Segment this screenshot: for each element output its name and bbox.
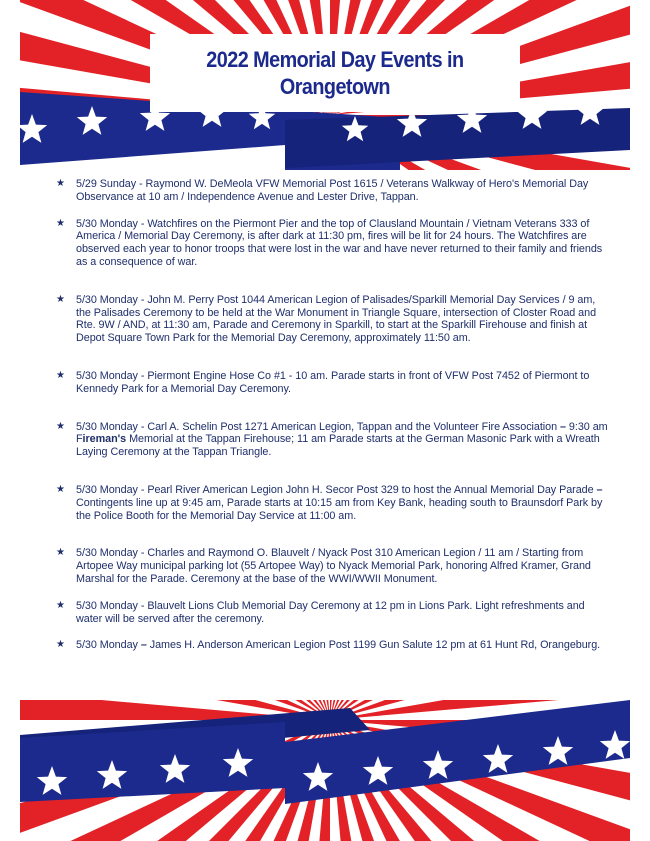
event-item (56, 547, 608, 585)
event-item (56, 370, 608, 396)
event-item (56, 178, 608, 204)
star-bullet-icon: ★ (56, 483, 65, 495)
event-item (56, 600, 608, 626)
event-text (76, 421, 608, 459)
page-title (206, 46, 463, 100)
event-bold-text: ireman's (82, 433, 127, 446)
bottom-banner-graphic (0, 700, 650, 841)
star-bullet-icon: ★ (56, 217, 65, 229)
event-text-part: 9:30 am F (76, 420, 608, 446)
event-text (76, 639, 600, 651)
event-item (56, 294, 608, 345)
event-text-part: James H. Anderson American Legion Post 1199 Gun Salute 12 pm at 61 Hunt Rd, Orangeburg. (146, 639, 601, 652)
event-text-part: 5/30 Monday (76, 639, 141, 652)
event-text: 5/30 Monday - Piermont Engine Hose Co #1 - 10 am. Parade starts in front of VFW Post 7452 of Piermont to Kennedy Park for a Memorial Day Ceremony. (76, 369, 590, 395)
event-dash: – (560, 420, 566, 433)
event-item (56, 421, 608, 459)
event-item (56, 484, 608, 522)
event-item (56, 218, 608, 269)
event-text-part: Contingents line up at 9:45 am, Parade starts at 10:15 am from Key Bank, heading south to Braunsdorf Park by the Police Booth for the Memorial Day Service at 11:00 am. (76, 496, 603, 522)
title-line-2: Orangetown (279, 74, 391, 99)
event-text: 5/30 Monday - Watchfires on the Piermont Pier and the top of Clausland Mountain / Vietnam Veterans 333 of America / Memorial Day Ceremony, is after dark at 11:30 pm, fires will be lit for 24 hours. The Watchfires are observed each year to honor troops that were lost in the war and have never returned to their family and friends as a consequence of war. (76, 217, 603, 268)
event-text-part: Memorial at the Tappan Firehouse; 11 am Parade starts at the German Masonic Park with a Wreath Laying Ceremony at the Tappan Triangle. (76, 433, 600, 459)
star-bullet-icon: ★ (56, 420, 65, 432)
star-bullet-icon: ★ (56, 293, 65, 305)
event-text (76, 484, 603, 522)
star-bullet-icon: ★ (56, 369, 65, 381)
event-text-part: 5/30 Monday - Pearl River American Legion John H. Secor Post 329 to host the Annual Memorial Day Parade (76, 483, 597, 496)
star-bullet-icon: ★ (56, 178, 65, 189)
event-dash: – (596, 483, 603, 496)
event-text: 5/30 Monday - Charles and Raymond O. Blauvelt / Nyack Post 310 American Legion / 11 am / Starting from Artopee Way municipal parking lot (55 Artopee Way) to Nyack Memorial Park, honoring Alfred Kramer, Grand Marshal for the Parade. Ceremony at the base of the WWI/WWII Monument. (76, 547, 591, 585)
star-bullet-icon: ★ (56, 599, 65, 611)
event-text: 5/30 Monday - Blauvelt Lions Club Memorial Day Ceremony at 12 pm in Lions Park. Light refreshments and water will be served after the ceremony. (76, 599, 585, 625)
event-text-part: 5/30 Monday - Carl A. Schelin Post 1271 American Legion, Tappan and the Volunteer Fire Association (76, 420, 561, 433)
star-bullet-icon: ★ (56, 547, 65, 559)
title-box (150, 34, 520, 112)
events-list (56, 178, 608, 652)
title-line-1: 2022 Memorial Day Events in (206, 47, 464, 72)
event-text: 5/30 Monday - John M. Perry Post 1044 American Legion of Palisades/Sparkill Memorial Day Services / 9 am, the Palisades Ceremony to be held at the War Monument in Triangle Square, intersection of Closter Road and Rte. 9W / AND, at 11:30 am, Parade and Ceremony in Sparkill, to start at the Sparkill Firehouse and finish at Depot Square Town Park for the Memorial Day Ceremony, approximately 11:50 am. (76, 293, 597, 345)
star-bullet-icon: ★ (56, 639, 65, 651)
bottom-patriotic-banner (0, 700, 650, 841)
event-dash: – (140, 639, 147, 652)
event-item (56, 639, 608, 652)
event-text: 5/29 Sunday - Raymond W. DeMeola VFW Memorial Post 1615 / Veterans Walkway of Hero's Memorial Day Observance at 10 am / Independence Avenue and Lester Drive, Tappan. (76, 178, 589, 203)
